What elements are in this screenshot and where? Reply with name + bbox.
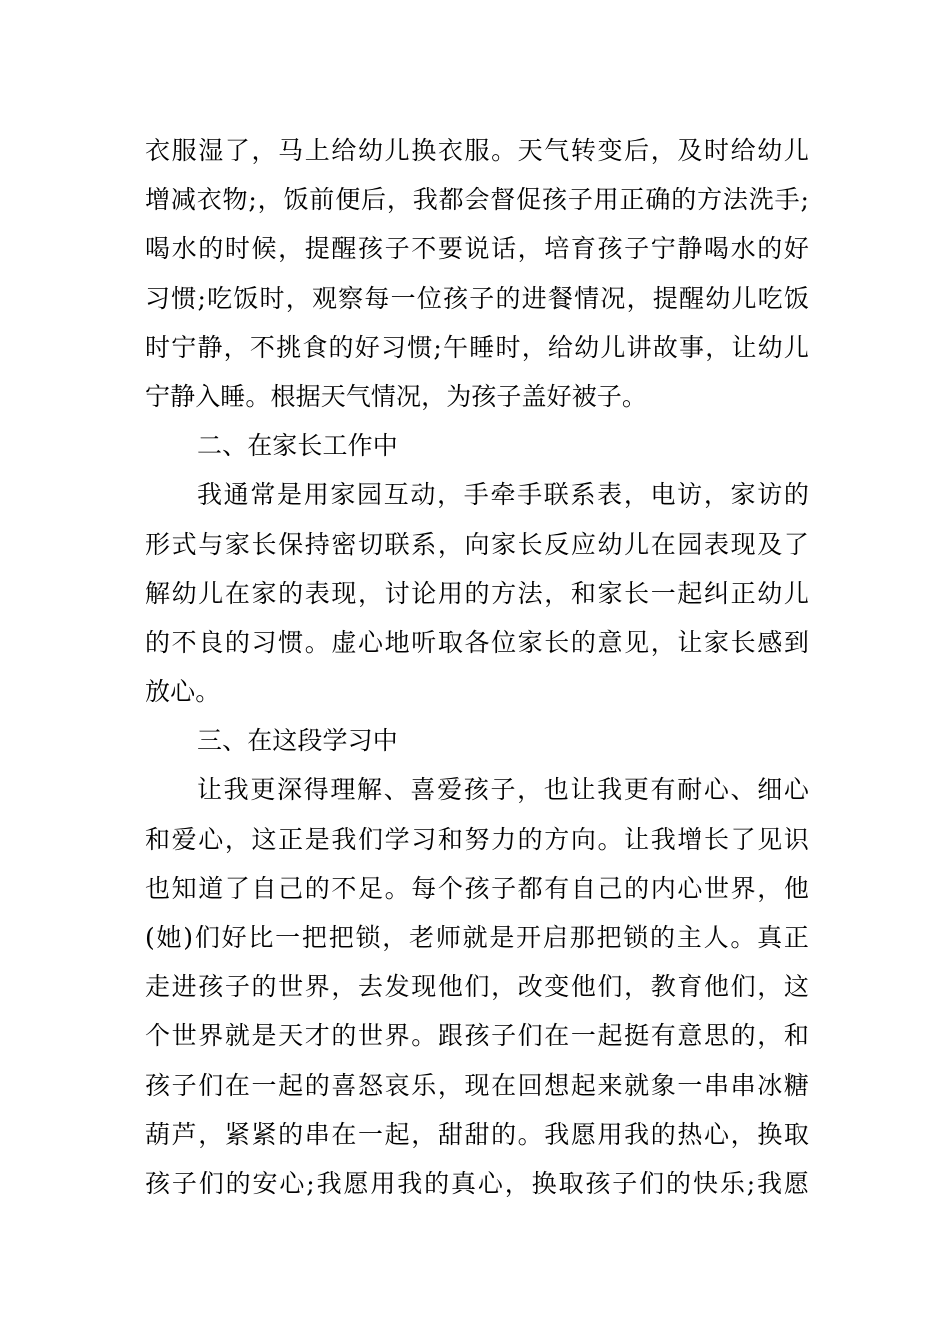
- text-line: 喝水的时候，提醒孩子不要说话，培育孩子宁静喝水的好: [145, 234, 809, 264]
- text-line: (她)们好比一把把锁，老师就是开启那把锁的主人。真正: [145, 923, 809, 952]
- text-line: 习惯;吃饭时，观察每一位孩子的进餐情况，提醒幼儿吃饭: [145, 283, 809, 313]
- text-line: 放心。: [145, 677, 221, 707]
- text-line: 让我更深得理解、喜爱孩子，也让我更有耐心、细心: [197, 775, 809, 805]
- section-heading: 二、在家长工作中: [197, 431, 398, 461]
- section-heading: 三、在这段学习中: [197, 726, 398, 756]
- text-line: 衣服湿了，马上给幼儿换衣服。天气转变后，及时给幼儿: [145, 136, 809, 165]
- text-line: 形式与家长保持密切联系，向家长反应幼儿在园表现及了: [145, 529, 809, 559]
- text-line: 个世界就是天才的世界。跟孩子们在一起挺有意思的，和: [145, 1021, 809, 1051]
- text-line: 我通常是用家园互动，手牵手联系表，电访，家访的: [197, 480, 809, 510]
- text-line: 解幼儿在家的表现，讨论用的方法，和家长一起纠正幼儿: [145, 578, 809, 608]
- text-line: 的不良的习惯。虚心地听取各位家长的意见，让家长感到: [145, 627, 809, 657]
- document-body: [145, 126, 809, 1208]
- text-line: 孩子们在一起的喜怒哀乐，现在回想起来就象一串串冰糖: [145, 1070, 809, 1100]
- text-line: 葫芦，紧紧的串在一起，甜甜的。我愿用我的热心，换取: [145, 1119, 809, 1149]
- text-line: 孩子们的安心;我愿用我的真心，换取孩子们的快乐;我愿: [145, 1168, 809, 1198]
- text-line: 和爱心，这正是我们学习和努力的方向。让我增长了见识: [145, 824, 809, 854]
- text-line: 也知道了自己的不足。每个孩子都有自己的内心世界，他: [145, 873, 809, 903]
- text-line: 增减衣物;，饭前便后，我都会督促孩子用正确的方法洗手;: [145, 185, 809, 215]
- text-line: 宁静入睡。根据天气情况，为孩子盖好被子。: [145, 381, 648, 411]
- text-line: 走进孩子的世界，去发现他们，改变他们，教育他们，这: [145, 972, 809, 1002]
- text-line: 时宁静，不挑食的好习惯;午睡时，给幼儿讲故事，让幼儿: [145, 332, 809, 362]
